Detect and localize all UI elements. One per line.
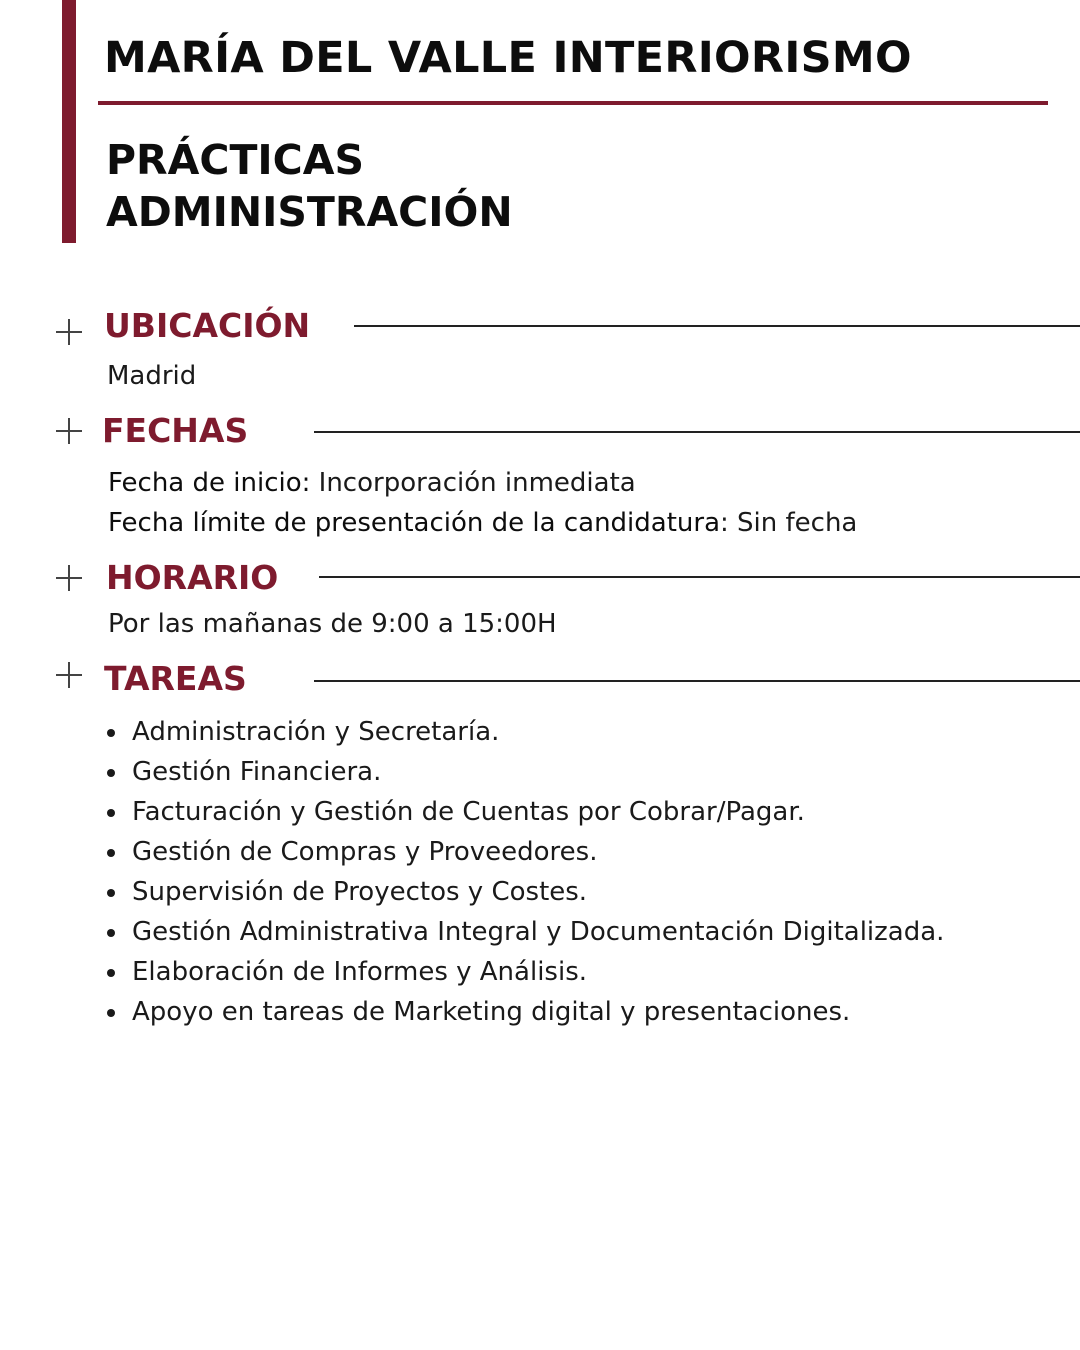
section-divider-dates: [314, 431, 1080, 433]
task-item: [104, 872, 1004, 912]
bullet-icon: [107, 1009, 115, 1017]
task-text: Supervisión de Proyectos y Costes.: [132, 877, 588, 907]
accent-bar: [62, 0, 76, 243]
task-item: [104, 952, 1004, 992]
section-heading-schedule: HORARIO: [106, 558, 279, 597]
section-divider-schedule: [319, 576, 1080, 578]
position-title: [106, 134, 513, 238]
task-item: [104, 992, 1004, 1032]
task-item: [104, 832, 1004, 872]
company-title: MARÍA DEL VALLE INTERIORISMO: [104, 33, 912, 83]
section-divider-location: [354, 325, 1080, 327]
start-date-line: [108, 463, 636, 503]
task-item: [104, 752, 1004, 792]
task-item: [104, 792, 1004, 832]
bullet-icon: [107, 849, 115, 857]
section-heading-tasks: TAREAS: [104, 659, 247, 698]
plus-icon: [56, 418, 82, 444]
task-text: Elaboración de Informes y Análisis.: [132, 957, 587, 987]
bullet-icon: [107, 729, 115, 737]
section-heading-dates: FECHAS: [102, 411, 249, 450]
task-text: Gestión Financiera.: [132, 757, 382, 787]
section-heading-location: UBICACIÓN: [104, 306, 311, 345]
deadline-label: Fecha límite de presentación de la candidatura: [108, 508, 721, 538]
bullet-icon: [107, 929, 115, 937]
start-date-value: Incorporación inmediata: [310, 468, 636, 498]
plus-icon: [56, 319, 82, 345]
position-title-line1: PRÁCTICAS: [106, 136, 365, 184]
task-text: Gestión de Compras y Proveedores.: [132, 837, 598, 867]
schedule-value: Por las mañanas de 9:00 a 15:00H: [108, 609, 557, 639]
task-item: [104, 912, 1004, 952]
position-title-line2: ADMINISTRACIÓN: [106, 188, 513, 236]
bullet-icon: [107, 769, 115, 777]
deadline-value: : Sin fecha: [720, 508, 858, 538]
task-list: [104, 712, 1004, 1032]
task-item: [104, 712, 1004, 752]
section-divider-tasks: [314, 680, 1080, 682]
bullet-icon: [107, 809, 115, 817]
task-text: Administración y Secretaría.: [132, 717, 500, 747]
task-text: Apoyo en tareas de Marketing digital y presentaciones.: [132, 997, 851, 1027]
plus-icon: [56, 565, 82, 591]
bullet-icon: [107, 969, 115, 977]
location-value: Madrid: [107, 361, 197, 391]
task-text: Gestión Administrativa Integral y Documentación Digitalizada.: [132, 917, 945, 947]
start-date-label: Fecha de inicio:: [108, 468, 311, 498]
bullet-icon: [107, 889, 115, 897]
title-divider: [98, 101, 1048, 105]
plus-icon: [56, 662, 82, 688]
task-text: Facturación y Gestión de Cuentas por Cobrar/Pagar.: [132, 797, 805, 827]
deadline-line: [108, 503, 857, 543]
